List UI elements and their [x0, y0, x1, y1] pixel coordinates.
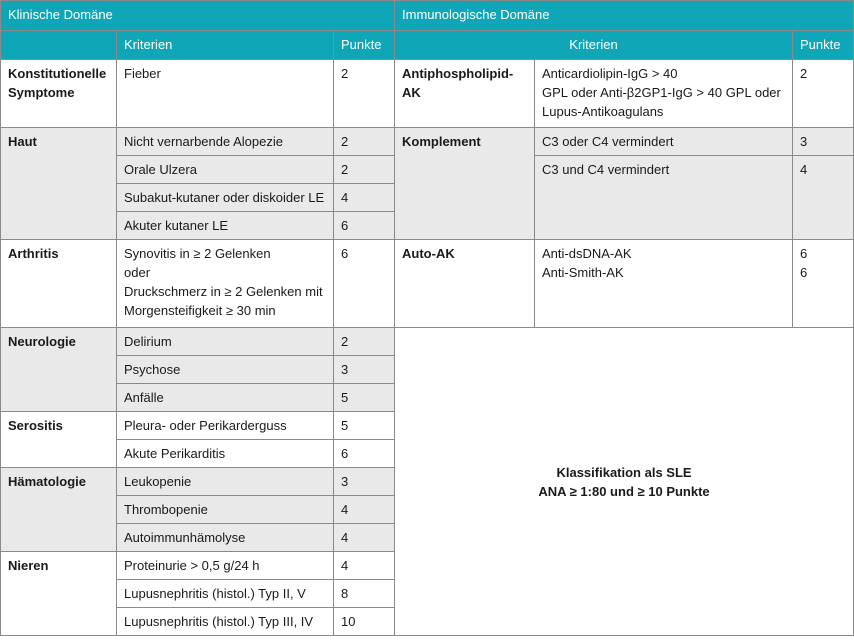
clinical-criterion-cell: Autoimmunhämolyse: [117, 524, 334, 552]
clinical-points-cell: 5: [334, 384, 395, 412]
immuno-criterion-cell: C3 oder C4 vermindert: [535, 128, 793, 156]
clinical-criterion-cell: Akute Perikarditis: [117, 440, 334, 468]
points-line: 6: [800, 246, 808, 261]
clinical-points-cell: 3: [334, 356, 395, 384]
criterion-line: Anti-dsDNA-AK: [542, 246, 632, 261]
criterion-line: oder: [124, 265, 151, 280]
clinical-points-cell: 2: [334, 128, 395, 156]
clinical-criterion-cell: Leukopenie: [117, 468, 334, 496]
clinical-criterion-cell: Nicht vernarbende Alopezie: [117, 128, 334, 156]
clinical-domain-header: Klinische Domäne: [1, 1, 395, 31]
criterion-line: Anticardiolipin-IgG > 40: [542, 66, 678, 81]
clinical-domain-cell: Haut: [1, 128, 117, 240]
classification-summary-cell: [395, 328, 854, 636]
table-row: [1, 128, 854, 156]
table-row: [1, 60, 854, 128]
domain-label-line: Konstitutionelle: [8, 66, 107, 81]
clinical-points-cell: 2: [334, 328, 395, 356]
clinical-criteria-header: Kriterien: [117, 31, 334, 60]
immuno-points-cell: [793, 240, 854, 328]
immuno-domain-cell: Auto-AK: [395, 240, 535, 328]
table-row: [1, 240, 854, 328]
immuno-points-cell: 3: [793, 128, 854, 156]
clinical-points-cell: 4: [334, 496, 395, 524]
clinical-criterion-cell: Delirium: [117, 328, 334, 356]
points-line: 6: [800, 265, 808, 280]
criterion-line: Druckschmerz in ≥ 2 Gelenken mit: [124, 284, 323, 299]
clinical-domain-cell: Nieren: [1, 552, 117, 636]
immuno-criterion-cell: [535, 240, 793, 328]
immuno-criteria-header: Kriterien: [395, 31, 793, 60]
clinical-criterion-cell: Anfälle: [117, 384, 334, 412]
domain-header-row: [1, 1, 854, 31]
immunological-domain-header: Immunologische Domäne: [395, 1, 854, 31]
immuno-criterion-cell: C3 und C4 vermindert: [535, 156, 793, 240]
clinical-domain-cell: Arthritis: [1, 240, 117, 328]
clinical-criterion-cell: Proteinurie > 0,5 g/24 h: [117, 552, 334, 580]
clinical-criterion-cell: Lupusnephritis (histol.) Typ II, V: [117, 580, 334, 608]
clinical-domain-cell: Serositis: [1, 412, 117, 468]
clinical-criterion-cell: Fieber: [117, 60, 334, 128]
column-header-row: [1, 31, 854, 60]
clinical-points-cell: 10: [334, 608, 395, 636]
clinical-points-cell: 3: [334, 468, 395, 496]
summary-line: ANA ≥ 1:80 und ≥ 10 Punkte: [538, 483, 710, 499]
clinical-points-cell: 4: [334, 552, 395, 580]
clinical-criterion-cell: Psychose: [117, 356, 334, 384]
clinical-domain-blank-header: [1, 31, 117, 60]
criterion-line: Anti-Smith-AK: [542, 265, 624, 280]
clinical-domain-cell: [1, 60, 117, 128]
clinical-points-cell: 4: [334, 524, 395, 552]
clinical-domain-cell: Hämatologie: [1, 468, 117, 552]
immuno-domain-cell: Antiphospholipid-AK: [395, 60, 535, 128]
clinical-points-cell: 2: [334, 156, 395, 184]
immuno-points-header: Punkte: [793, 31, 854, 60]
immuno-domain-cell: Komplement: [395, 128, 535, 240]
criterion-line: Lupus-Antikoagulans: [542, 104, 664, 119]
clinical-criterion-cell: Lupusnephritis (histol.) Typ III, IV: [117, 608, 334, 636]
table-row: [1, 328, 854, 356]
clinical-criterion-cell: [117, 240, 334, 328]
clinical-points-cell: 5: [334, 412, 395, 440]
clinical-criterion-cell: Thrombopenie: [117, 496, 334, 524]
clinical-points-cell: 8: [334, 580, 395, 608]
clinical-points-cell: 6: [334, 212, 395, 240]
clinical-points-cell: 6: [334, 440, 395, 468]
criterion-line: Morgensteifigkeit ≥ 30 min: [124, 303, 276, 318]
clinical-points-cell: 6: [334, 240, 395, 328]
criterion-line: Synovitis in ≥ 2 Gelenken: [124, 246, 271, 261]
criterion-line: GPL oder Anti-β2GP1-IgG > 40 GPL oder: [542, 85, 781, 100]
clinical-criterion-cell: Subakut-kutaner oder diskoider LE: [117, 184, 334, 212]
clinical-criterion-cell: Akuter kutaner LE: [117, 212, 334, 240]
immuno-points-cell: 2: [793, 60, 854, 128]
clinical-points-cell: 2: [334, 60, 395, 128]
clinical-domain-cell: Neurologie: [1, 328, 117, 412]
clinical-criterion-cell: Pleura- oder Perikarderguss: [117, 412, 334, 440]
clinical-points-header: Punkte: [334, 31, 395, 60]
clinical-criterion-cell: Orale Ulzera: [117, 156, 334, 184]
summary-line: Klassifikation als SLE: [556, 464, 692, 480]
immuno-points-cell: 4: [793, 156, 854, 240]
clinical-points-cell: 4: [334, 184, 395, 212]
immuno-criterion-cell: [535, 60, 793, 128]
domain-label-line: Symptome: [8, 85, 75, 100]
